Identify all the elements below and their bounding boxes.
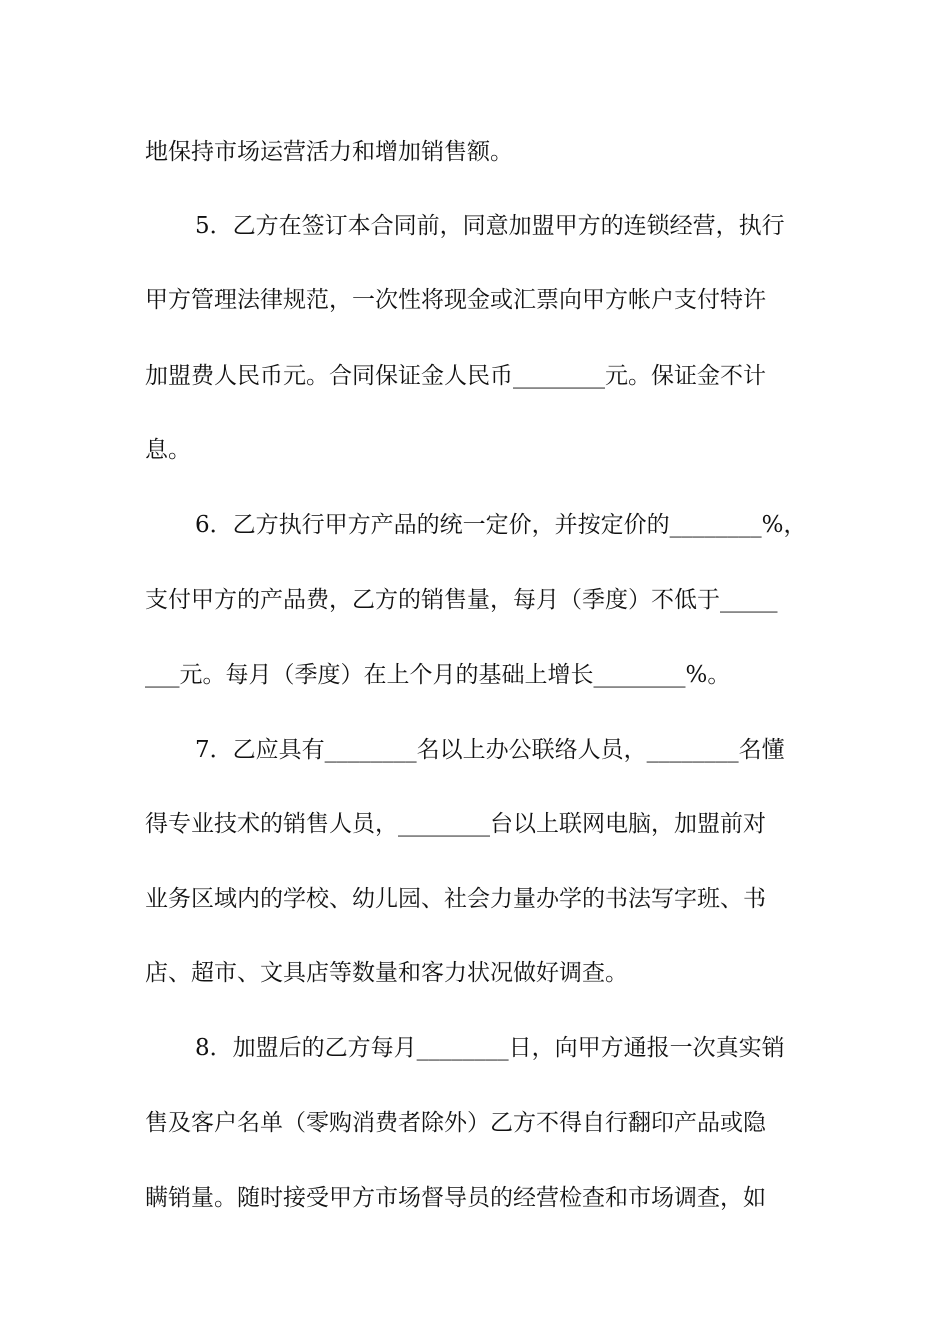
text-line-4: 加盟费人民币元。合同保证金人民币________元。保证金不计 bbox=[145, 363, 766, 389]
text-line-8: ___元。每月（季度）在上个月的基础上增长________%。 bbox=[145, 662, 731, 688]
text-line-2: 5．乙方在签订本合同前，同意加盟甲方的连锁经营，执行 bbox=[195, 213, 785, 239]
text-line-7: 支付甲方的产品费，乙方的销售量，每月（季度）不低于_____ bbox=[145, 587, 778, 613]
text-line-9: 7．乙应具有________名以上办公联络人员，________名懂 bbox=[195, 737, 785, 763]
text-line-6: 6．乙方执行甲方产品的统一定价，并按定价的________%， bbox=[195, 512, 807, 538]
text-line-11: 业务区域内的学校、幼儿园、社会力量办学的书法写字班、书 bbox=[145, 886, 766, 912]
text-line-13: 8．加盟后的乙方每月________日，向甲方通报一次真实销 bbox=[195, 1035, 785, 1061]
text-line-10: 得专业技术的销售人员，________台以上联网电脑，加盟前对 bbox=[145, 811, 766, 837]
text-line-3: 甲方管理法律规范，一次性将现金或汇票向甲方帐户支付特许 bbox=[145, 287, 766, 313]
text-line-14: 售及客户名单（零购消费者除外）乙方不得自行翻印产品或隐 bbox=[145, 1110, 766, 1136]
text-line-15: 瞒销量。随时接受甲方市场督导员的经营检查和市场调查，如 bbox=[145, 1185, 766, 1211]
text-line-1: 地保持市场运营活力和增加销售额。 bbox=[145, 139, 513, 165]
text-line-12: 店、超市、文具店等数量和客力状况做好调查。 bbox=[145, 960, 628, 986]
text-line-5: 息。 bbox=[145, 437, 191, 463]
